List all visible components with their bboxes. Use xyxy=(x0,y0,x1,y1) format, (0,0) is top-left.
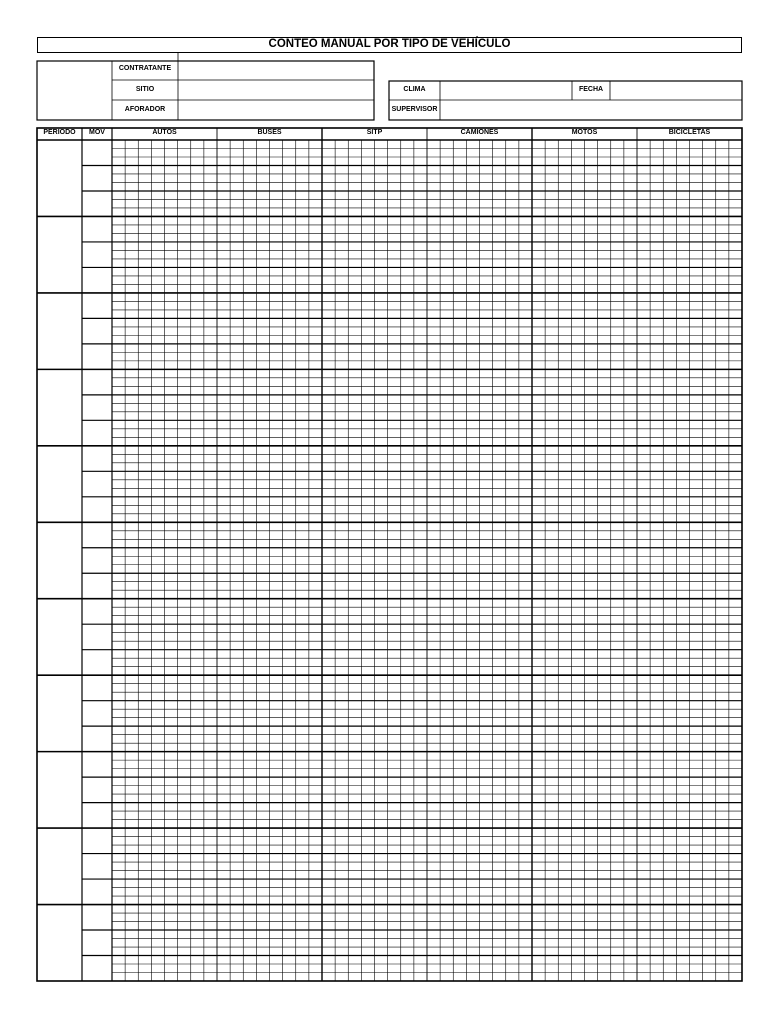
contratante-label: CONTRATANTE xyxy=(118,65,172,72)
sitp-header: SITP xyxy=(366,129,383,136)
mov-header: MOV xyxy=(89,129,105,136)
supervisor-field[interactable] xyxy=(440,100,742,120)
clima-label: CLIMA xyxy=(403,86,426,93)
clima-field[interactable] xyxy=(440,81,572,100)
motos-header: MOTOS xyxy=(571,129,598,136)
aforador-field[interactable] xyxy=(178,100,374,120)
periodo-header: PERIODO xyxy=(43,129,76,136)
fecha-field[interactable] xyxy=(610,81,742,100)
camiones-header: CAMIONES xyxy=(460,129,499,136)
aforador-label: AFORADOR xyxy=(124,106,166,113)
autos-header: AUTOS xyxy=(152,129,177,136)
contratante-field[interactable] xyxy=(178,61,374,80)
sitio-label: SITIO xyxy=(135,86,155,93)
fecha-label: FECHA xyxy=(578,86,604,93)
form-title-text: CONTEO MANUAL POR TIPO DE VEHÍCULO xyxy=(268,38,511,50)
supervisor-label: SUPERVISOR xyxy=(391,106,438,113)
bicicletas-header: BICICLETAS xyxy=(668,129,711,136)
sitio-field[interactable] xyxy=(178,80,374,100)
buses-header: BUSES xyxy=(257,129,282,136)
